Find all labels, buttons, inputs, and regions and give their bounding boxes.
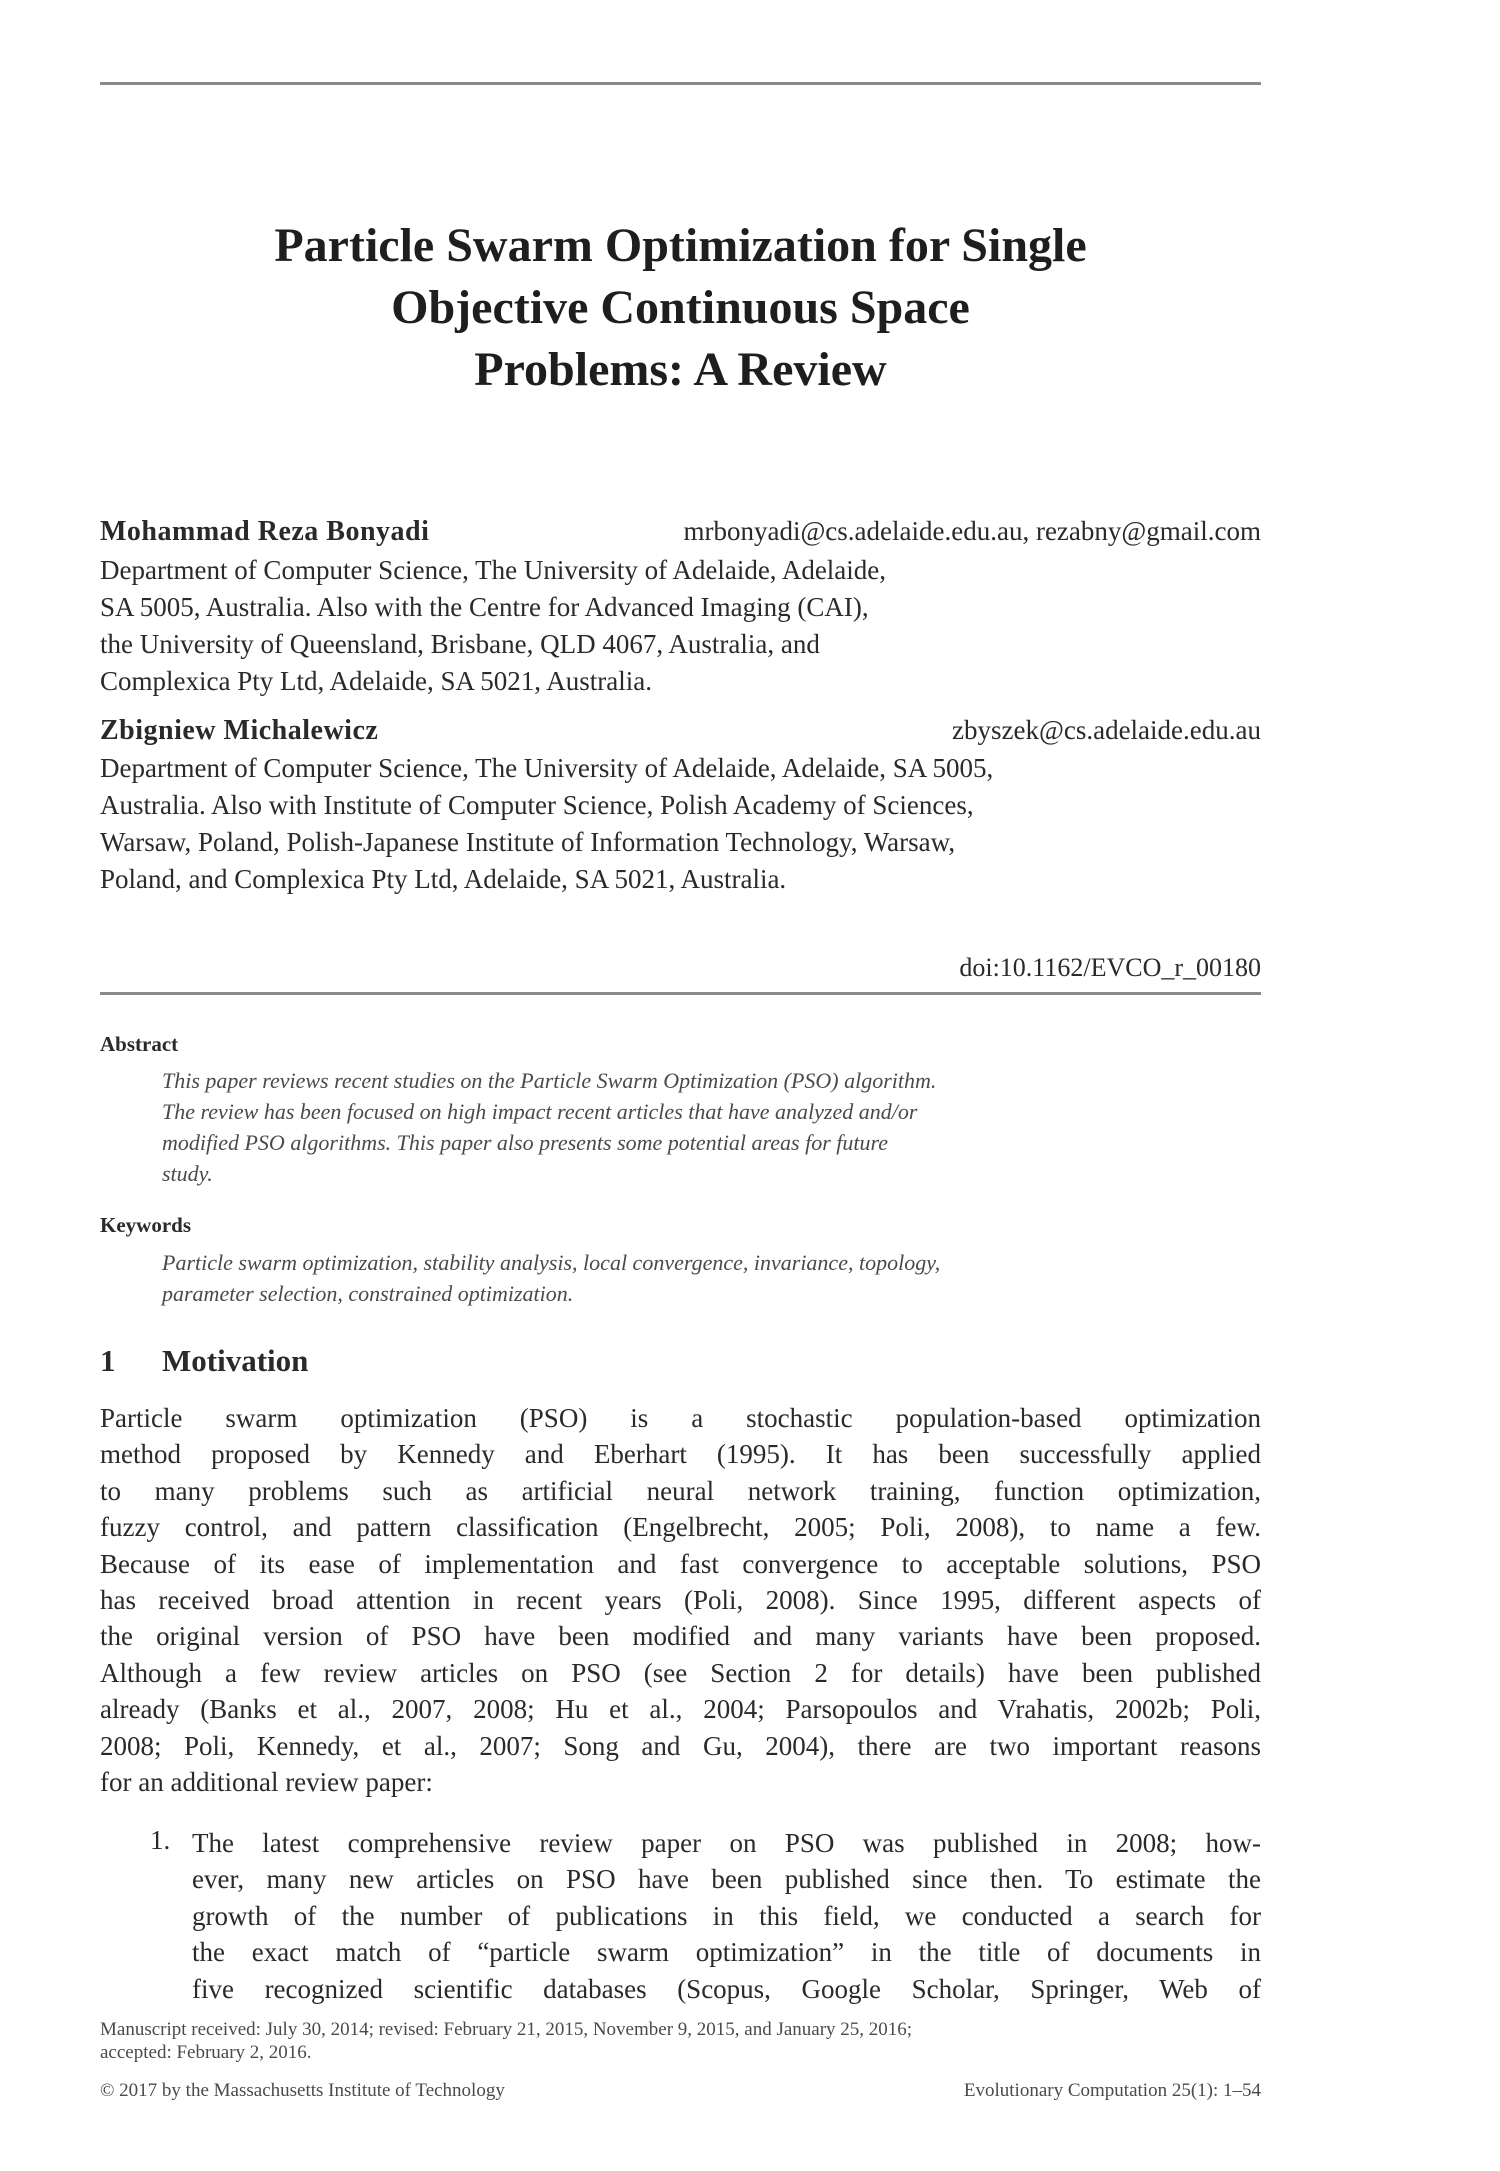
- author-affiliation: [100, 750, 1261, 898]
- abstract-line: This paper reviews recent studies on the Particle Swarm Optimization (PSO) algorithm.: [162, 1068, 937, 1093]
- list-line: ever, many new articles on PSO have been published since then. To estimate the: [192, 1864, 1261, 1895]
- manuscript-footnote: [100, 2018, 1261, 2064]
- paragraph-line: Particle swarm optimization (PSO) is a stochastic population-based optimization: [100, 1403, 1261, 1433]
- affiliation-line: Australia. Also with Institute of Computer Science, Polish Academy of Sciences,: [100, 790, 974, 820]
- journal-citation: Evolutionary Computation 25(1): 1–54: [963, 2080, 1261, 2101]
- author-affiliation: [100, 552, 1261, 700]
- author-name: Mohammad Reza Bonyadi: [100, 516, 430, 547]
- paper-title: [100, 215, 1261, 401]
- author-email[interactable]: zbyszek@cs.adelaide.edu.au: [952, 715, 1261, 745]
- keywords-line: parameter selection, constrained optimization.: [162, 1281, 574, 1306]
- list-line: growth of the number of publications in this field, we conducted a search for: [192, 1900, 1261, 1931]
- abstract-line: The review has been focused on high impact recent articles that have analyzed and/or: [162, 1099, 918, 1124]
- affiliation-line: Department of Computer Science, The University of Adelaide, Adelaide, SA 5005,: [100, 753, 994, 783]
- keywords-body: [162, 1247, 1302, 1309]
- paragraph-line: Because of its ease of implementation and fast convergence to acceptable solutions, PSO: [100, 1548, 1261, 1579]
- author-block-1: [100, 516, 1261, 550]
- abstract-line: modified PSO algorithms. This paper also presents some potential areas for future: [162, 1130, 888, 1155]
- affiliation-line: SA 5005, Australia. Also with the Centre for Advanced Imaging (CAI),: [100, 592, 869, 622]
- title-line: Objective Continuous Space: [391, 281, 970, 334]
- affiliation-line: Department of Computer Science, The University of Adelaide, Adelaide,: [100, 555, 887, 585]
- paragraph-line: already (Banks et al., 2007, 2008; Hu et al., 2004; Parsopoulos and Vrahatis, 2002b; Poli,: [100, 1694, 1261, 1725]
- keywords-line: Particle swarm optimization, stability analysis, local convergence, invariance, topology,: [162, 1250, 941, 1275]
- paragraph-line: has received broad attention in recent years (Poli, 2008). Since 1995, different aspects of: [100, 1585, 1261, 1616]
- paragraph-line: method proposed by Kennedy and Eberhart (1995). It has been successfully applied: [100, 1439, 1261, 1470]
- footnote-line: Manuscript received: July 30, 2014; revised: February 21, 2015, November 9, 2015, and January 25, 2016;: [100, 2019, 913, 2040]
- abstract-heading: Abstract: [100, 1032, 179, 1056]
- doi-link[interactable]: doi:10.1162/EVCO_r_00180: [959, 953, 1261, 982]
- paragraph-line: for an additional review paper:: [100, 1767, 433, 1798]
- title-line: Problems: A Review: [474, 343, 887, 396]
- motivation-paragraph: [100, 1400, 1261, 1800]
- section-number: 1: [100, 1343, 116, 1378]
- affiliation-line: the University of Queensland, Brisbane, QLD 4067, Australia, and: [100, 629, 820, 659]
- paragraph-line: Although a few review articles on PSO (see Section 2 for details) have been published: [100, 1657, 1261, 1688]
- list-number: 1.: [150, 1825, 171, 1855]
- top-rule: [100, 82, 1261, 85]
- footnote-line: accepted: February 2, 2016.: [100, 2042, 312, 2063]
- affiliation-line: Warsaw, Poland, Polish-Japanese Institute of Information Technology, Warsaw,: [100, 827, 956, 857]
- copyright-notice: © 2017 by the Massachusetts Institute of Technology: [100, 2080, 505, 2101]
- section-heading: [100, 1343, 308, 1379]
- paragraph-line: 2008; Poli, Kennedy, et al., 2007; Song and Gu, 2004), there are two important reasons: [100, 1730, 1261, 1761]
- title-line: Particle Swarm Optimization for Single: [274, 219, 1087, 272]
- paragraph-line: fuzzy control, and pattern classification (Engelbrecht, 2005; Poli, 2008), to name a few.: [100, 1512, 1261, 1543]
- paragraph-line: to many problems such as artificial neural network training, function optimization,: [100, 1475, 1261, 1506]
- keywords-heading: Keywords: [100, 1213, 191, 1237]
- section-title: Motivation: [162, 1343, 309, 1378]
- abstract-line: study.: [162, 1161, 213, 1186]
- list-line: five recognized scientific databases (Scopus, Google Scholar, Springer, Web of: [192, 1973, 1261, 2004]
- author-email[interactable]: mrbonyadi@cs.adelaide.edu.au, rezabny@gmail.com: [683, 516, 1261, 546]
- affiliation-line: Complexica Pty Ltd, Adelaide, SA 5021, Australia.: [100, 666, 652, 696]
- affiliation-line: Poland, and Complexica Pty Ltd, Adelaide, SA 5021, Australia.: [100, 864, 787, 894]
- abstract-body: [162, 1065, 1302, 1189]
- paper-page: [100, 0, 1261, 2171]
- paragraph-line: the original version of PSO have been modified and many variants have been proposed.: [100, 1621, 1261, 1652]
- header-rule: [100, 992, 1261, 995]
- list-text: [192, 1825, 1261, 2007]
- list-line: the exact match of “particle swarm optimization” in the title of documents in: [192, 1937, 1261, 1968]
- author-block-2: [100, 715, 1261, 749]
- author-name: Zbigniew Michalewicz: [100, 715, 379, 746]
- list-line: The latest comprehensive review paper on PSO was published in 2008; how-: [192, 1828, 1261, 1858]
